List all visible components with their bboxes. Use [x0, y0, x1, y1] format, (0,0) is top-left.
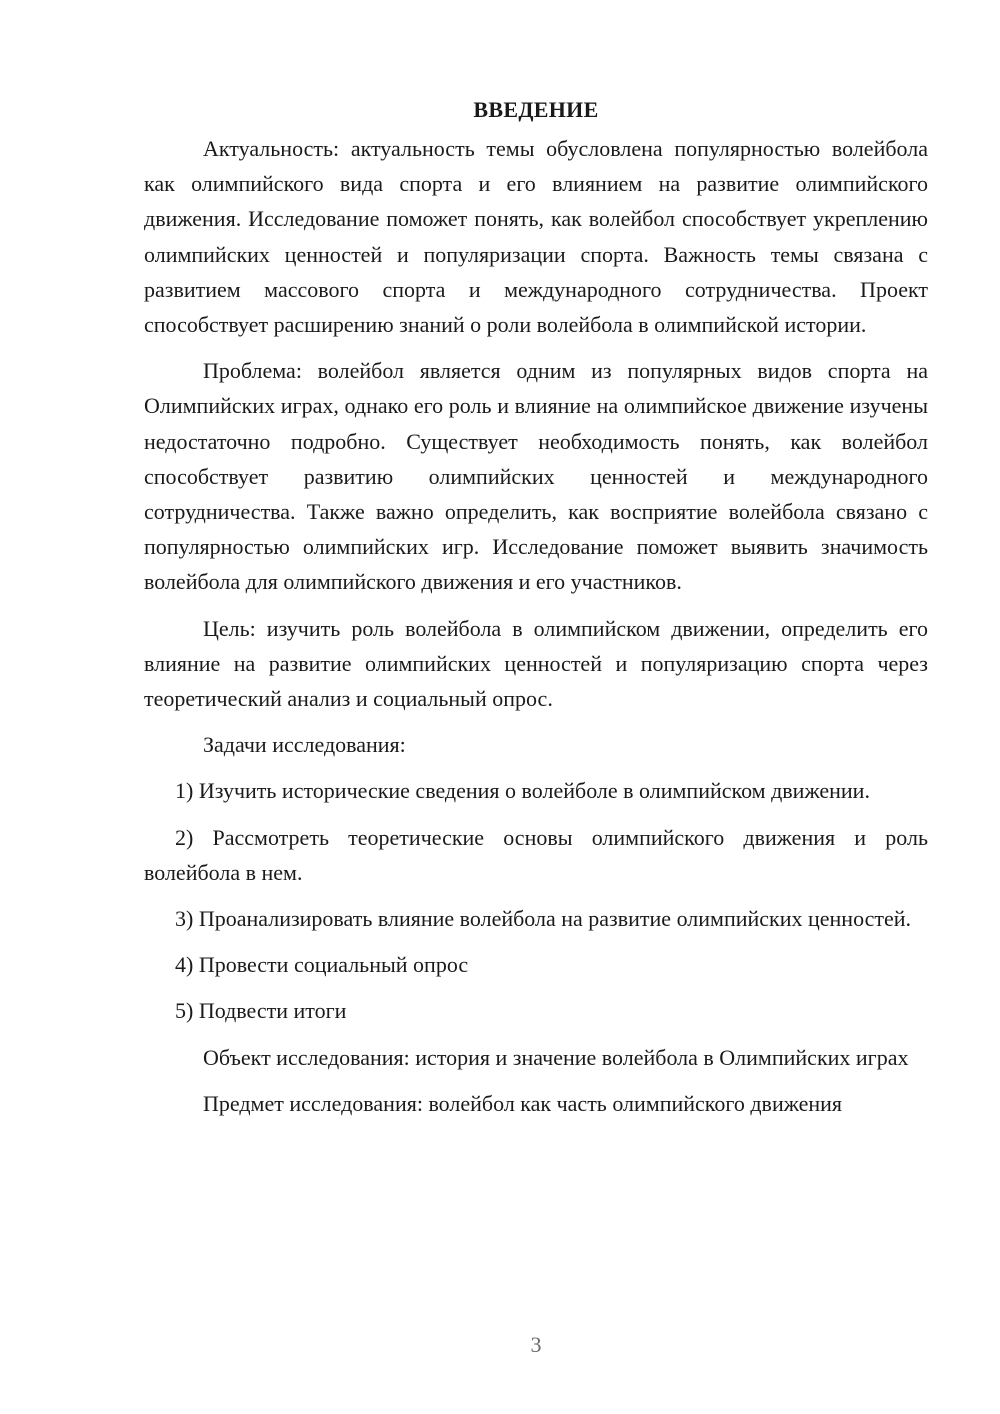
tasks-title: Задачи исследования:	[203, 732, 406, 758]
section-heading: ВВЕДЕНИЕ	[473, 97, 599, 122]
paragraph-object: Объект исследования: история и значение волейбола в Олимпийских играх	[203, 1044, 909, 1070]
page-number: 3	[530, 1332, 542, 1357]
paragraph-problem: Проблема: волейбол является одним из популярных видов спорта на Олимпийских играх, однако его роль и влияние на олимпийское движение изучены недостаточно подробно. Существует необходимость понять, как волейбол способствует развитию олимпийских ценностей и международного сотрудничества. Также важно определить, как восприятие волейбола связано с популярностью олимпийских игр. Исследование поможет выявить значимость волейбола для олимпийского движения и его участников.	[144, 358, 928, 595]
task-item: 5) Подвести итоги	[175, 998, 347, 1024]
task-item: 4) Провести социальный опрос	[175, 952, 469, 978]
task-item: 1) Изучить исторические сведения о волейболе в олимпийском движении.	[175, 778, 870, 804]
task-item: 2) Рассмотреть теоретические основы олимпийского движения и роль волейбола в нем.	[144, 824, 928, 885]
paragraph-subject: Предмет исследования: волейбол как часть олимпийского движения	[203, 1090, 843, 1116]
paragraph-goal: Цель: изучить роль волейбола в олимпийском движении, определить его влияние на развитие олимпийских ценностей и популяризацию спорта через теоретический анализ и социальный опрос.	[144, 615, 928, 712]
paragraph-relevance: Актуальность: актуальность темы обусловлена популярностью волейбола как олимпийского вида спорта и его влиянием на развитие олимпийского движения. Исследование поможет понять, как волейбол способствует укреплению олимпийских ценностей и популяризации спорта. Важность темы связана с развитием массового спорта и международного сотрудничества. Проект способствует расширению знаний о роли волейбола в олимпийской истории.	[144, 136, 928, 338]
page-content	[144, 92, 928, 1121]
task-item: 3) Проанализировать влияние волейбола на развитие олимпийских ценностей.	[175, 906, 912, 932]
